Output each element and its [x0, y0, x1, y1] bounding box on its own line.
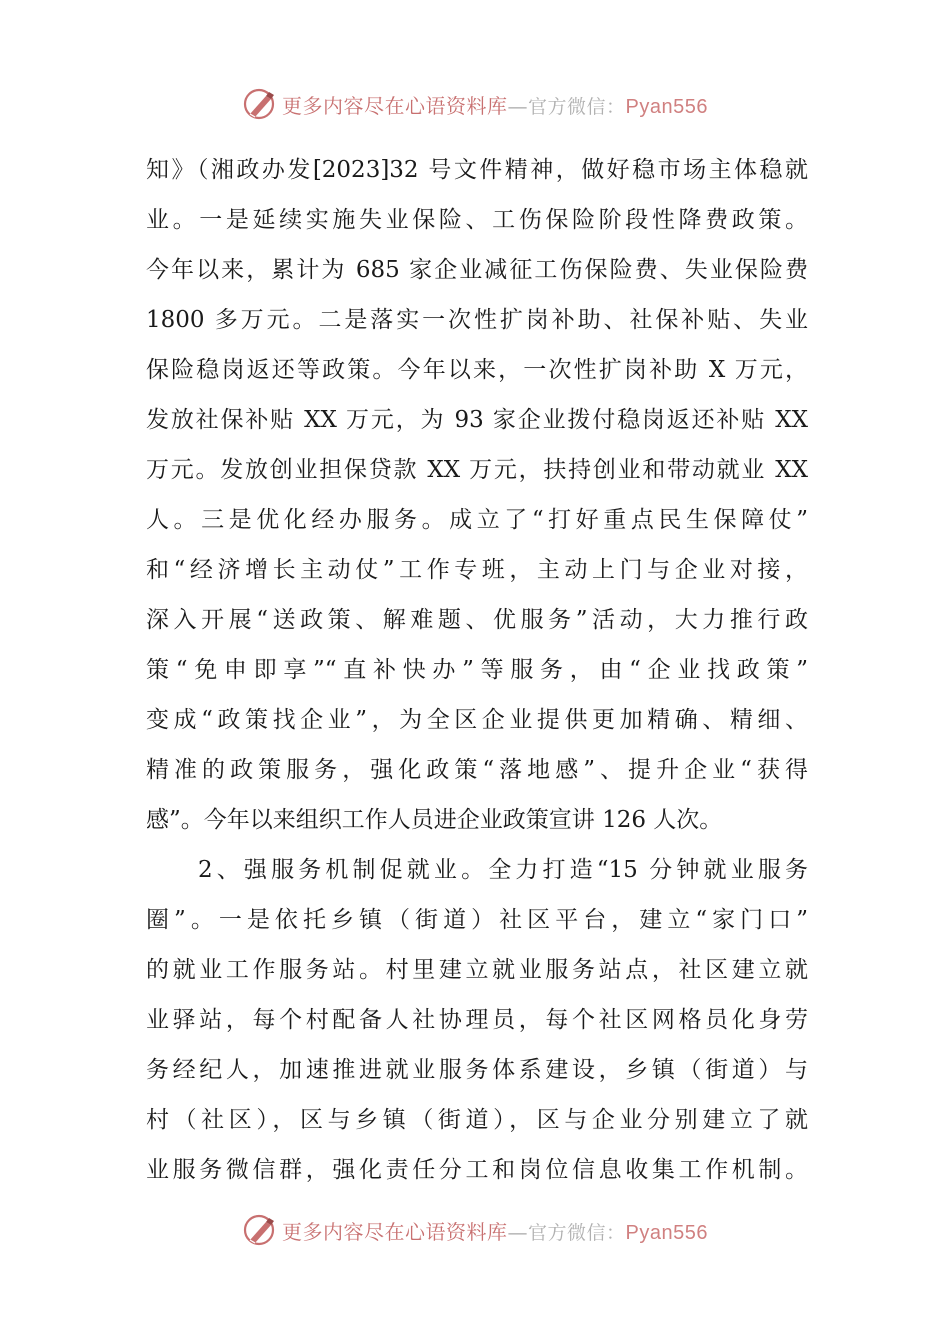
- text-line: 变成“政策找企业”，为全区企业提供更加精确、精细、: [146, 707, 808, 733]
- text-line: 圈”。一是依托乡镇（街道）社区平台，建立“家门口”: [146, 907, 808, 933]
- banner-wechat-id: Pyan556: [625, 1221, 708, 1244]
- text-line: 业驿站，每个村配备人社协理员，每个社区网格员化身劳: [146, 1007, 808, 1033]
- text-line: 人。三是优化经办服务。成立了“打好重点民生保障仗”: [146, 507, 808, 533]
- text-line: 业。一是延续实施失业保险、工伤保险阶段性降费政策。: [146, 207, 808, 233]
- text-line: 发放社保补贴 XX 万元，为 93 家企业拨付稳岗返还补贴 XX: [146, 407, 808, 433]
- text-line: 今年以来，累计为 685 家企业减征工伤保险费、失业保险费: [146, 257, 808, 283]
- banner-dash: —: [507, 1219, 528, 1244]
- text-line: 村（社区），区与乡镇（街道），区与企业分别建立了就: [146, 1107, 808, 1133]
- banner-wechat-label: 官方微信：: [528, 1221, 626, 1244]
- banner-wechat-label: 官方微信：: [528, 95, 626, 118]
- pen-nib-logo-icon: [242, 1212, 278, 1248]
- text-line: 业服务微信群，强化责任分工和岗位信息收集工作机制。: [146, 1157, 808, 1183]
- section-heading-line: 2、强服务机制促就业。全力打造“15 分钟就业服务: [198, 857, 808, 883]
- text-line: 保险稳岗返还等政策。今年以来，一次性扩岗补助 X 万元，: [146, 357, 808, 383]
- text-line: 精准的政策服务，强化政策“落地感”、提升企业“获得: [146, 757, 808, 783]
- text-line: 的就业工作服务站。村里建立就业服务站点，社区建立就: [146, 957, 808, 983]
- banner-text: [282, 90, 708, 119]
- document-body: [146, 145, 808, 1195]
- pen-nib-logo-icon: [242, 86, 278, 122]
- text-line: 1800 多万元。二是落实一次性扩岗补助、社保补贴、失业: [146, 307, 808, 333]
- banner-text: [282, 1216, 708, 1245]
- banner-dash: —: [507, 93, 528, 118]
- header-banner: [0, 84, 950, 124]
- text-line: 和“经济增长主动仗”工作专班，主动上门与企业对接，: [146, 557, 808, 583]
- banner-wechat-id: Pyan556: [625, 95, 708, 118]
- footer-banner: [0, 1210, 950, 1250]
- banner-brand: 更多内容尽在心语资料库: [282, 93, 508, 118]
- text-line: 务经纪人，加速推进就业服务体系建设，乡镇（街道）与: [146, 1057, 808, 1083]
- text-line: 深入开展“送政策、解难题、优服务”活动，大力推行政: [146, 607, 808, 633]
- text-line: 策“免申即享”“直补快办”等服务，由“企业找政策”: [146, 657, 808, 683]
- text-line: 万元。发放创业担保贷款 XX 万元，扶持创业和带动就业 XX: [146, 457, 808, 483]
- text-line: 知》（湘政办发[2023]32 号文件精神，做好稳市场主体稳就: [146, 157, 808, 183]
- paragraph-end-line: 感”。今年以来组织工作人员进企业政策宣讲 126 人次。: [146, 807, 723, 833]
- banner-brand: 更多内容尽在心语资料库: [282, 1219, 508, 1244]
